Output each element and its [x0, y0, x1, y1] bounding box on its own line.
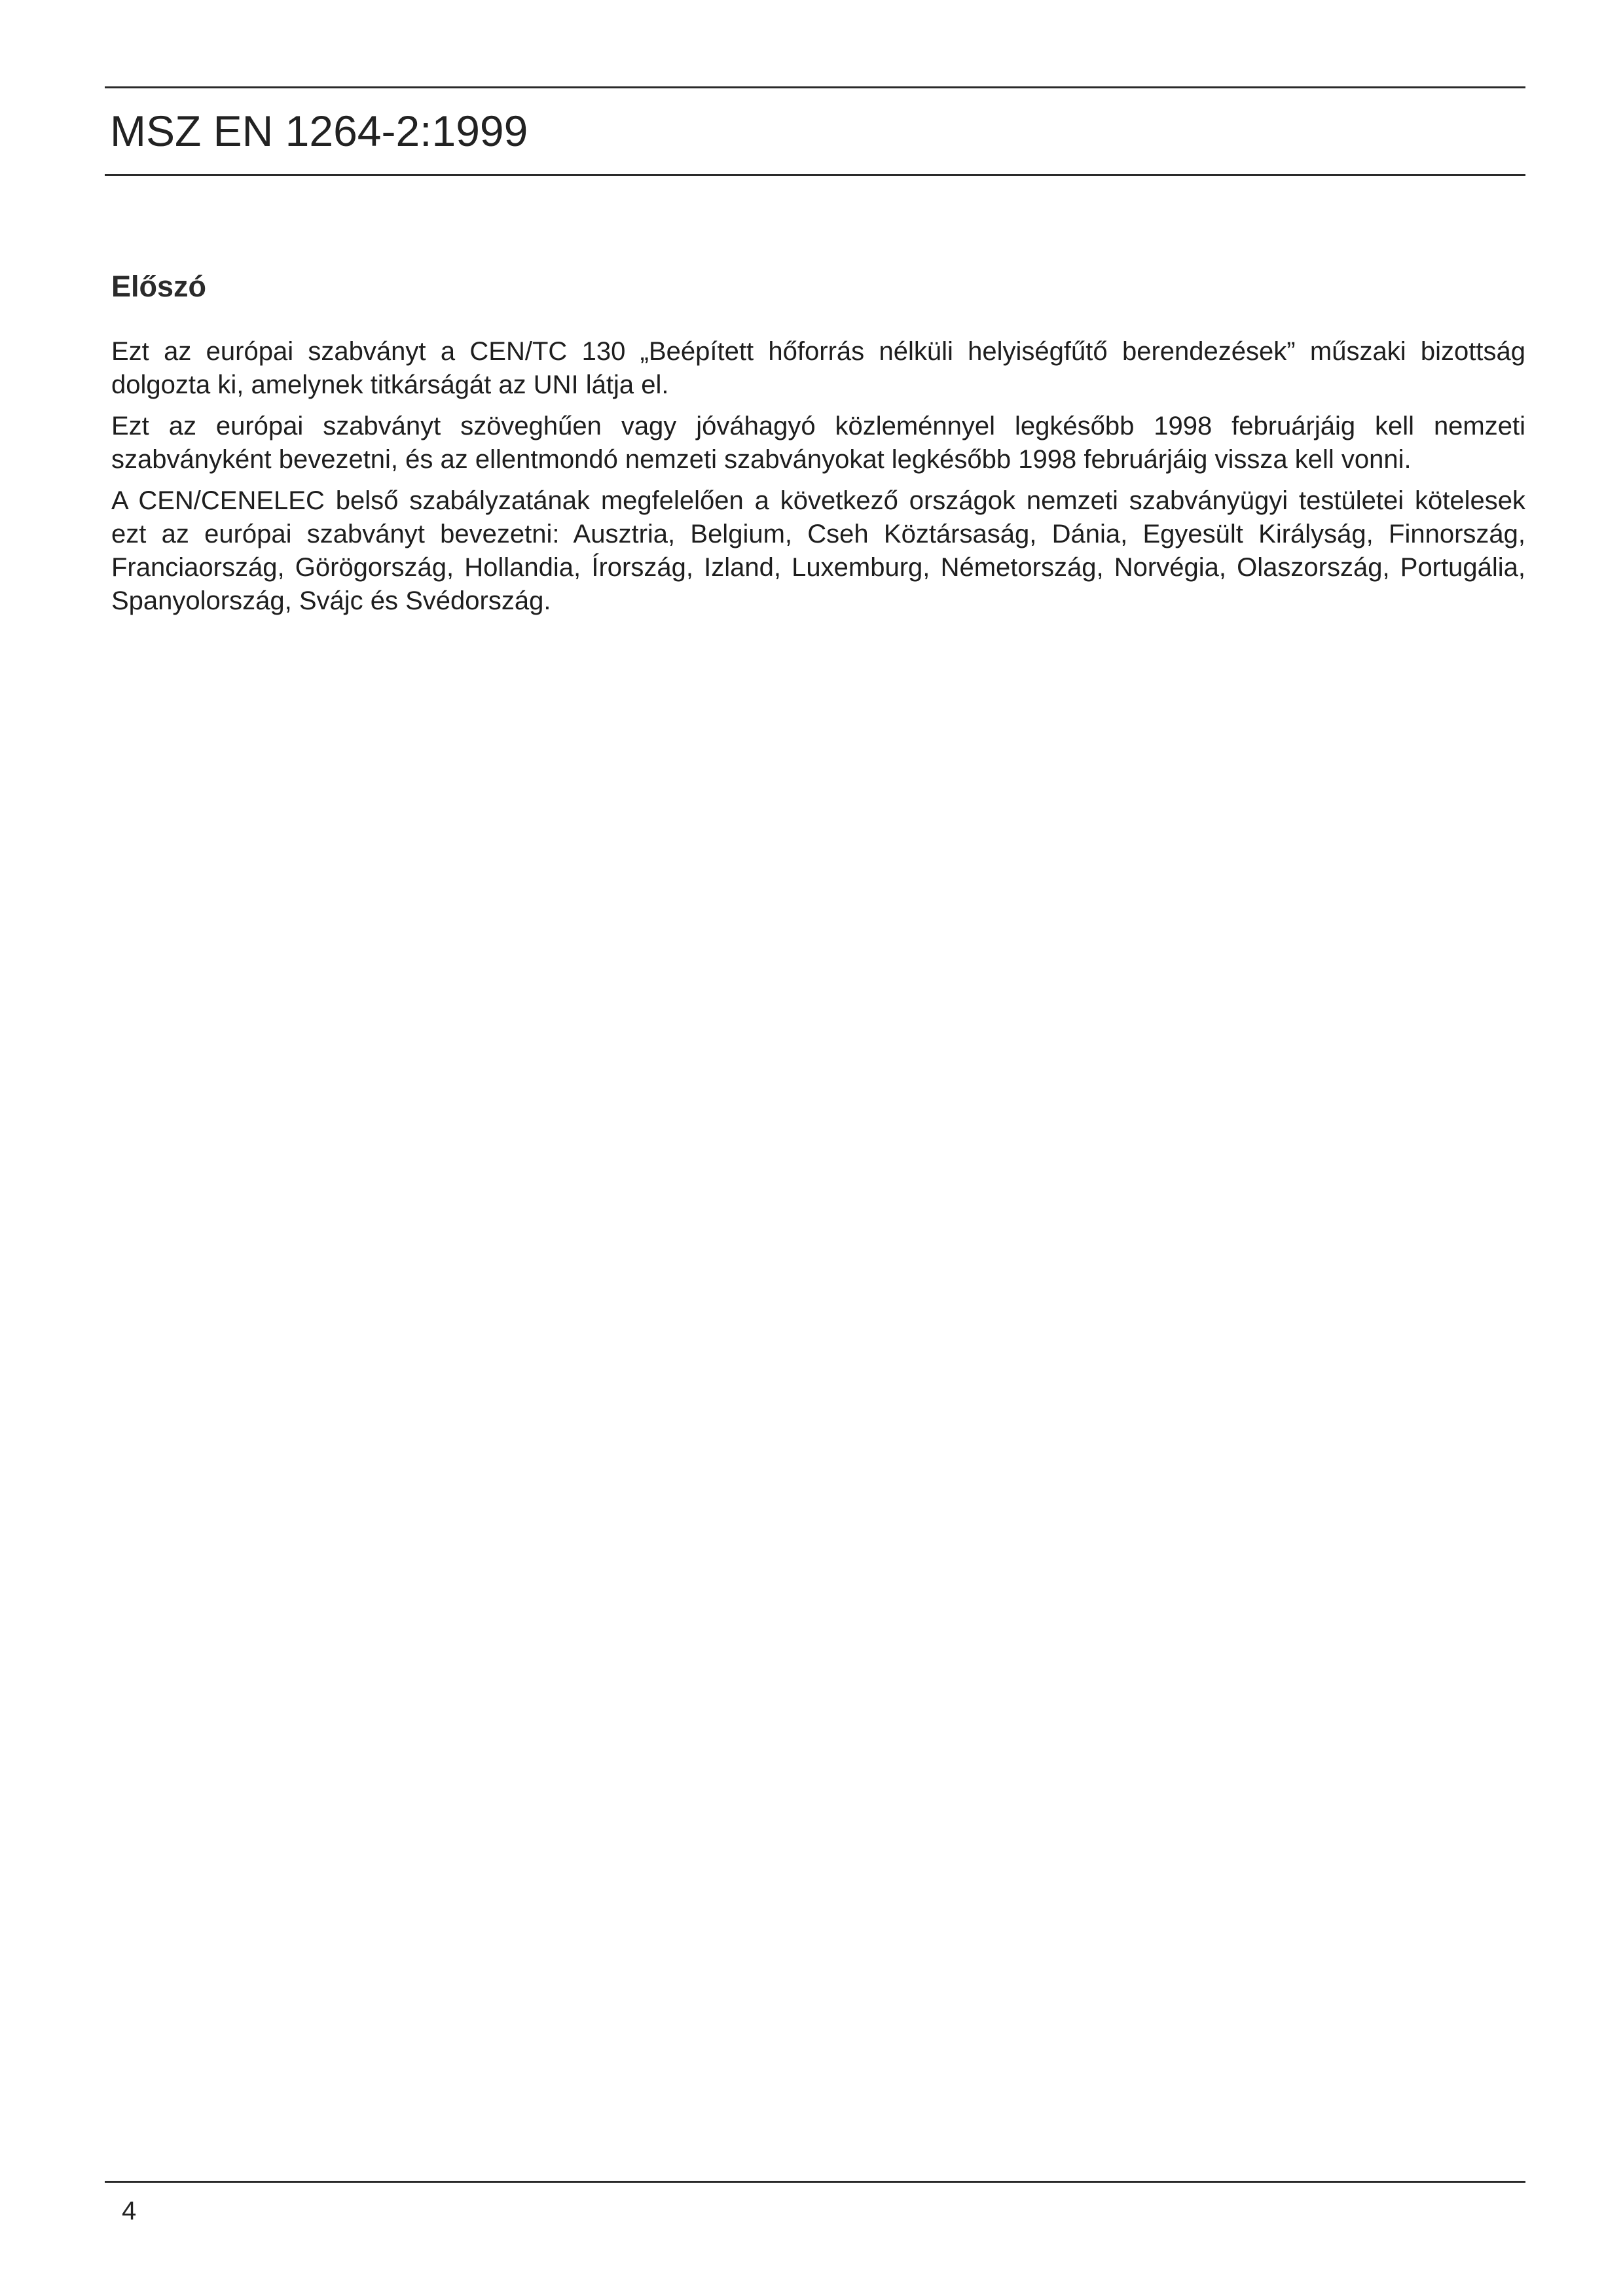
section-title: Előszó	[111, 270, 207, 303]
page-number: 4	[122, 2197, 137, 2225]
document-code: MSZ EN 1264-2:1999	[110, 107, 528, 155]
paragraph-adoption: Ezt az európai szabványt szöveghűen vagy jóváhagyó közleménnyel legkésőbb 1998 februárjáig kell nemzeti szabványként bevezetni, és az ellentmondó nemzeti szabványokat legkésőbb 1998 februárjáig vissza kell vonni.	[111, 412, 1525, 474]
body-text	[111, 335, 1525, 626]
header-top-rule	[105, 86, 1525, 88]
header-bottom-rule	[105, 174, 1525, 176]
paragraph-countries: A CEN/CENELEC belső szabályzatának megfelelően a következő országok nemzeti szabványügyi testületei kötelesek ezt az európai szabványt bevezetni: Ausztria, Belgium, Cseh Köztársaság, Dánia, Egyesült Királyság, Finnország, Franciaország, Görögország, Hollandia, Írország, Izland, Luxemburg, Németország, Norvégia, Olaszország, Portugália, Spanyolország, Svájc és Svédország.	[111, 486, 1525, 615]
footer-rule	[105, 2181, 1525, 2183]
paragraph-committee: Ezt az európai szabványt a CEN/TC 130 „Beépített hőforrás nélküli helyiségfűtő berendezések” műszaki bizottság dolgozta ki, amelynek titkárságát az UNI látja el.	[111, 337, 1525, 399]
